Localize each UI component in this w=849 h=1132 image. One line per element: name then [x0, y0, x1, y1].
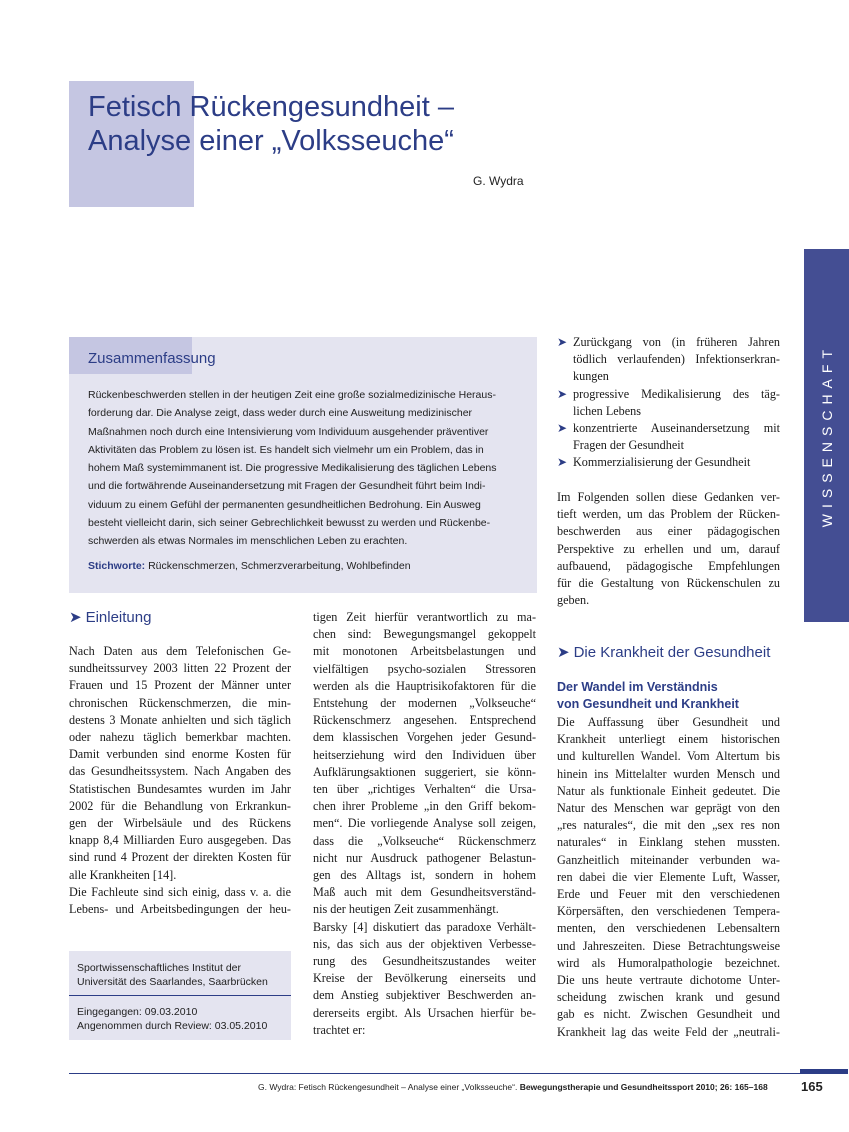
- journal-reference: Bewegungstherapie und Gesundheitssport 2010; 26: 165–168: [519, 1082, 768, 1092]
- text-line: gen der Wirbelsäule und des Rückens: [69, 816, 291, 831]
- affiliation-line: Universität des Saarlandes, Saarbrücken: [77, 976, 268, 988]
- text-line: alle Krankheiten [14].: [69, 867, 177, 882]
- author: G. Wydra: [473, 174, 524, 188]
- text-line: „res naturales“, die mit den „sex res non: [557, 818, 780, 833]
- text-line: für die Gestaltung von Rückenschulen zu: [557, 576, 780, 591]
- text-line: heitserziehung wird den Individuen über: [313, 747, 536, 762]
- arrow-icon: ➤: [557, 455, 568, 470]
- arrow-icon: ➤: [557, 335, 568, 349]
- text-line: Im Folgenden sollen diese Gedanken ver-: [557, 490, 780, 504]
- affiliation-divider: [69, 995, 291, 996]
- text-line: Krankheit lag das weite Feld der „neutrali-: [557, 1024, 780, 1039]
- text-line: Frauen und 15 Prozent der Männer unter: [69, 678, 291, 693]
- text-line: gen des Alltags ist, sondern in hohem: [313, 868, 536, 883]
- keywords-label: Stichworte:: [88, 560, 146, 572]
- title-line: Fetisch Rückengesundheit –: [88, 91, 454, 123]
- text-line: Rückenschmerz angesehen. Entsprechend: [313, 713, 536, 728]
- text-line: progressive Medikalisierung des täg-: [573, 386, 780, 401]
- text-line: tödlich verlaufenden) Infektionserkran-: [573, 352, 780, 367]
- text-line: dererseits ergibt. Als Ursachen hierfür be-: [313, 1005, 536, 1020]
- text-line: das Gesundheitssystem. Nach Angaben des: [69, 764, 291, 779]
- text-line: chronischen Rückenschmerzen, die min-: [69, 695, 291, 710]
- footer-rule: [69, 1073, 848, 1074]
- subheading-line: Der Wandel im Verständnis: [557, 680, 718, 694]
- text-line: gab es nicht. Zwischen Gesundheit und: [557, 1007, 780, 1022]
- page-number: 165: [801, 1079, 823, 1094]
- text-line: ten über „richtiges Verhalten“ die Ursa-: [313, 782, 536, 797]
- abstract-line: hohem Maß systemimmanent ist. Die progressive Medikalisierung des täglichen Lebens: [88, 462, 497, 475]
- paragraph: [557, 489, 780, 609]
- arrow-icon: ➤: [557, 644, 570, 661]
- date-line: Eingegangen: 09.03.2010: [77, 1006, 198, 1018]
- list-item: [557, 334, 780, 386]
- text-line: Natur als funktionale Einheit gedeutet. Die: [557, 783, 780, 798]
- column-2-text: [313, 609, 536, 1039]
- arrow-icon: ➤: [557, 421, 568, 436]
- affiliation: [77, 961, 268, 989]
- abstract-line: forderung dar. Die Analyse zeigt, dass weder durch eine Ausweitung medizinischer: [88, 407, 473, 420]
- text-line: beschwerden aus einer pädagogischen: [557, 524, 780, 539]
- text-line: oder nahezu täglich bemerkbar machten.: [69, 730, 291, 745]
- text-line: vielfältigen psycho-sozialen Stressoren: [313, 661, 536, 676]
- text-line: Die Auffassung über Gesundheit und: [557, 715, 780, 729]
- section-heading-text: Die Krankheit der Gesundheit: [573, 644, 771, 661]
- arrow-icon: ➤: [69, 609, 82, 626]
- column-1-text: [69, 643, 291, 918]
- text-line: destens 3 Monate anhielten und sich täglich: [69, 712, 291, 727]
- text-line: Die uns heute vertraute dichotome Unter-: [557, 973, 780, 988]
- subsection-heading: [557, 679, 739, 713]
- text-line: Lebens- und Arbeitsbedingungen der heu-: [69, 902, 291, 917]
- section-heading-einleitung: [69, 608, 151, 626]
- text-line: Entstehung der modernen „Volkseuche“: [313, 696, 536, 711]
- text-line: ren dabei die vier Elemente Luft, Wasser,: [557, 869, 780, 884]
- text-line: rung des Gesundheitszustandes weiter: [313, 954, 536, 969]
- text-line: dem klassischen Vorgehen jeder Gesund-: [313, 730, 536, 745]
- received-dates: [77, 1005, 267, 1033]
- footer-accent: [800, 1069, 848, 1074]
- text-line: Kreise der Bevölkerung einerseits und: [313, 971, 536, 986]
- text-line: konzentrierte Auseinandersetzung mit: [573, 421, 780, 436]
- paragraph: [557, 714, 780, 1041]
- text-line: Aufklärungsaktionen suggeriert, sie könn-: [313, 764, 536, 779]
- text-line: und Jahreszeiten. Diese Betrachtungsweise: [557, 938, 780, 953]
- keywords-text: Rückenschmerzen, Schmerzverarbeitung, Wohlbefinden: [148, 560, 411, 572]
- text-line: Kommerzialisierung der Gesundheit: [573, 455, 751, 470]
- text-line: tieft werden, um das Problem der Rücken-: [557, 507, 780, 522]
- text-line: kungen: [573, 369, 609, 384]
- list-item: [557, 386, 780, 420]
- bullet-list: [557, 334, 780, 472]
- text-line: Natur des Menschen war geprägt von den: [557, 801, 780, 816]
- list-item: [557, 420, 780, 454]
- text-line: und kulturellen Wandel. Vom Altertum bis: [557, 749, 780, 764]
- text-line: trachtet er:: [313, 1022, 366, 1037]
- keywords: [88, 560, 411, 572]
- title-line: Analyse einer „Volksseuche“: [88, 125, 454, 157]
- text-line: sundheitssurvey 2003 litten 22 Prozent der: [69, 661, 291, 676]
- section-heading-krankheit: [557, 643, 770, 661]
- section-tab-label-wrap: [804, 249, 849, 622]
- abstract-line: schwerden als etwas Normales im menschlichen Leben zu erachten.: [88, 535, 408, 548]
- text-line: Ganzheitlich miteinander verbunden wa-: [557, 852, 780, 867]
- text-line: geben.: [557, 593, 590, 608]
- subheading-line: von Gesundheit und Krankheit: [557, 697, 739, 711]
- text-line: chen ihrer Probleme „in den Griff bekom-: [313, 799, 536, 814]
- section-heading-text: Einleitung: [85, 609, 152, 626]
- text-line: werden als die Hauptrisikofaktoren für die: [313, 678, 536, 693]
- abstract-line: viduum zu einem Gefühl der permanenten gesundheitlichen Bedrohung. Ein Ausweg: [88, 498, 481, 511]
- abstract-line: Maßnahmen noch durch eine Intensivierung vom Individuum ausgehender präventiver: [88, 425, 489, 438]
- date-line: Angenommen durch Review: 03.05.2010: [77, 1020, 268, 1032]
- abstract-text: [88, 386, 520, 551]
- citation-text: G. Wydra: Fetisch Rückengesundheit – Analyse einer „Volksseuche“.: [258, 1082, 518, 1092]
- text-line: mit monotonen Arbeitsbelastungen und: [313, 644, 536, 659]
- text-line: naturales“ in Einklang stehen mussten.: [557, 835, 780, 850]
- text-line: lichen Lebens: [573, 403, 642, 418]
- article-title: [88, 90, 588, 158]
- text-line: hinein ins Mittelalter wurden Mensch und: [557, 766, 780, 781]
- text-line: Erde und Feuer mit den verschiedenen: [557, 887, 780, 902]
- text-line: aufbauend, pädagogische Empfehlungen: [557, 558, 780, 573]
- text-line: Statistischen Bundesamtes wurden im Jahr: [69, 781, 291, 796]
- text-line: knapp 8,4 Milliarden Euro ausgegeben. Das: [69, 833, 291, 848]
- text-line: 2002 für die Behandlung von Erkrankun-: [69, 798, 291, 813]
- text-line: chen sind: Bewegungsmangel gekoppelt: [313, 627, 536, 642]
- text-line: wird als Humoralpathologie bezeichnet.: [557, 955, 780, 970]
- section-tab-label: WISSENSCHAFT: [818, 343, 835, 528]
- text-line: nis, das sich aus der objektiven Verbesse-: [313, 936, 536, 951]
- text-line: menten, den verschiedenen Lebensaltern: [557, 921, 780, 936]
- text-line: men“. Die vorliegende Analyse soll zeigen,: [313, 816, 536, 831]
- text-line: tigen Zeit hierfür verantwortlich zu ma-: [313, 610, 536, 624]
- text-line: dass die „Volkseuche“ Rückenschmerz: [313, 833, 536, 848]
- footer-citation: [258, 1082, 768, 1092]
- text-line: Die Fachleute sind sich einig, dass v. a. die: [69, 884, 291, 899]
- affiliation-line: Sportwissenschaftliches Institut der: [77, 962, 241, 974]
- text-line: scheidung zwischen krank und gesund: [557, 990, 780, 1005]
- text-line: Körpersäften, den verschiedenen Tempera-: [557, 904, 780, 919]
- text-line: Perspektive zu erhellen und um, darauf: [557, 541, 780, 556]
- text-line: dem Anstieg subjektiver Beschwerden an-: [313, 988, 536, 1003]
- abstract-heading: Zusammenfassung: [88, 350, 216, 367]
- abstract-line: und die fortwährende Auseinandersetzung mit Fragen der Gesundheit führt beim Indi-: [88, 480, 486, 493]
- arrow-icon: ➤: [557, 386, 568, 401]
- text-line: Zurückgang von (in früheren Jahren: [573, 335, 780, 349]
- text-line: Damit verbunden sind enorme Kosten für: [69, 747, 291, 762]
- text-line: Krankheit unterliegt einem historischen: [557, 732, 780, 747]
- text-line: sind rund 4 Prozent der direkten Kosten für: [69, 850, 291, 865]
- text-line: Maß auch mit dem Gesundheitsverständ-: [313, 885, 536, 900]
- text-line: nicht nur Ausdruck pathogener Belastun-: [313, 850, 536, 865]
- abstract-line: Aktivitäten das Problem zu lösen ist. Es handelt sich vielmehr um ein Problem, das in: [88, 443, 484, 456]
- abstract-line: besteht vielleicht darin, sich seiner Gebrechlichkeit bewusst zu werden und Rückenbe-: [88, 517, 491, 530]
- text-line: Fragen der Gesundheit: [573, 438, 685, 453]
- abstract-line: Rückenbeschwerden stellen in der heutigen Zeit eine große sozialmedizinische Heraus-: [88, 389, 496, 401]
- list-item: [557, 454, 780, 471]
- text-line: nis der heutigen Zeit zusammenhängt.: [313, 902, 499, 917]
- text-line: Barsky [4] diskutiert das paradoxe Verhält-: [313, 919, 536, 934]
- text-line: Nach Daten aus dem Telefonischen Ge-: [69, 644, 291, 658]
